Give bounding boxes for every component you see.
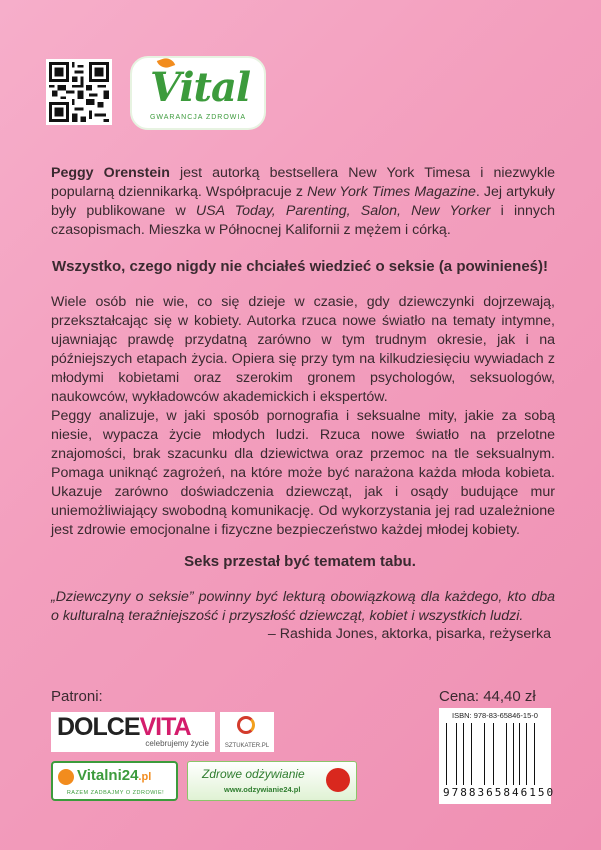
person-icon — [58, 769, 74, 785]
vitalni-name: Vitalni24 — [77, 767, 139, 784]
dolce-word-a: DOLCE — [57, 713, 140, 741]
zdrowe-odzywianie-logo — [187, 761, 357, 801]
sztukater-label: SZTUKATER.PL — [224, 743, 270, 749]
quote-attribution: – Rashida Jones, aktorka, pisarka, reżyserka — [267, 626, 551, 642]
sztukater-logo — [220, 712, 274, 752]
bio-text-2: . Jej artykuły były publikowane w — [51, 184, 556, 219]
vital-logo — [130, 56, 266, 130]
bio-text-1: jest autorką bestsellera New York Timesa i niezwykle popularną dziennikarką. Współpracuje z — [51, 165, 556, 200]
patrons-label: Patroni: — [51, 688, 103, 705]
barcode-number: 9788365846150 — [443, 786, 556, 799]
vital-tagline: GWARANCJA ZDROWIA — [149, 114, 247, 121]
author-name: Peggy Orenstein — [51, 165, 170, 181]
vital-brand-name: Vital — [150, 64, 251, 111]
price-label: Cena: 44,40 zł — [439, 688, 536, 705]
dolce-vita-logo — [51, 712, 215, 752]
apple-icon — [326, 768, 350, 792]
vitalni24-logo — [51, 761, 178, 801]
main-heading: Wszystko, czego nigdy nie chciałeś wiedzieć o seksie (a powinieneś)! — [52, 258, 548, 275]
review-quote: „Dziewczyny o seksie” powinny być lekturą obowiązkową dla każdego, kto dba o kulturalną teraźniejszość i przyszłość dziewcząt, kobiet i wszystkich ludzi. — [51, 589, 555, 624]
bio-outlets: USA Today, Parenting, Salon, New Yorker — [195, 203, 491, 219]
isbn-number: ISBN: 978-83-65846-15-0 — [452, 711, 538, 720]
secondary-heading: Seks przestał być tematem tabu. — [184, 553, 416, 570]
dolce-word-b: VITA — [139, 713, 191, 741]
dolce-vita-tagline: celebrujemy życie — [145, 739, 209, 748]
description-paragraph-2: Peggy analizuje, w jaki sposób pornografia i seksualne mity, jakie za sobą niesie, wypacza życie młodych ludzi. Rzuca nowe światło na przelotne znajomości, brak szacunku dla dziewictwa oraz przemoc na tle seksualnym. Pomaga uniknąć zagrożeń, na które może być narażona każda młoda kobieta. Ukazuje zarówno doświadczenia dziewcząt, jak i osądy budujące mur uniemożliwiający swobodną komunikację. Od wykorzystania jej rad uzależnione jest zdrowie emocjonalne i fizyczne bezpieczeństwo każdej młodej kobiety. — [51, 408, 555, 538]
qr-code-icon — [49, 62, 109, 122]
bio-magazine: New York Times Magazine — [307, 184, 476, 200]
barcode-box — [439, 708, 556, 804]
bio-text-3: i innych czasopismach. Mieszka w Północnej Kalifornii z mężem i córką. — [51, 203, 556, 238]
swirl-icon — [237, 716, 255, 734]
zdrowe-title: Zdrowe odżywianie — [202, 767, 305, 781]
vitalni-tld: .pl — [138, 771, 152, 783]
author-bio — [51, 164, 555, 240]
qr-code — [46, 59, 112, 125]
description-paragraph-1: Wiele osób nie wie, co się dzieje w czasie, gdy dziewczynki dojrzewają, przekształcając się w kobiety. Autorka rzuca nowe światło na tematy intymne, ujawniając prawdę przydatną zarówno w tym trudnym okresie, jak i na późniejszych etapach życia. Opiera się przy tym na kilkudziesięciu wywiadach z młodymi kobietami oraz szerokim gronem psychologów, seksuologów, naukowców, wykładowców akademickich i ekspertów. — [51, 294, 555, 405]
vitalni-tagline: RAZEM ZADBAJMY O ZDROWIE! — [66, 790, 165, 796]
barcode-icon — [443, 723, 547, 785]
zdrowe-url: www.odzywianie24.pl — [224, 785, 301, 794]
